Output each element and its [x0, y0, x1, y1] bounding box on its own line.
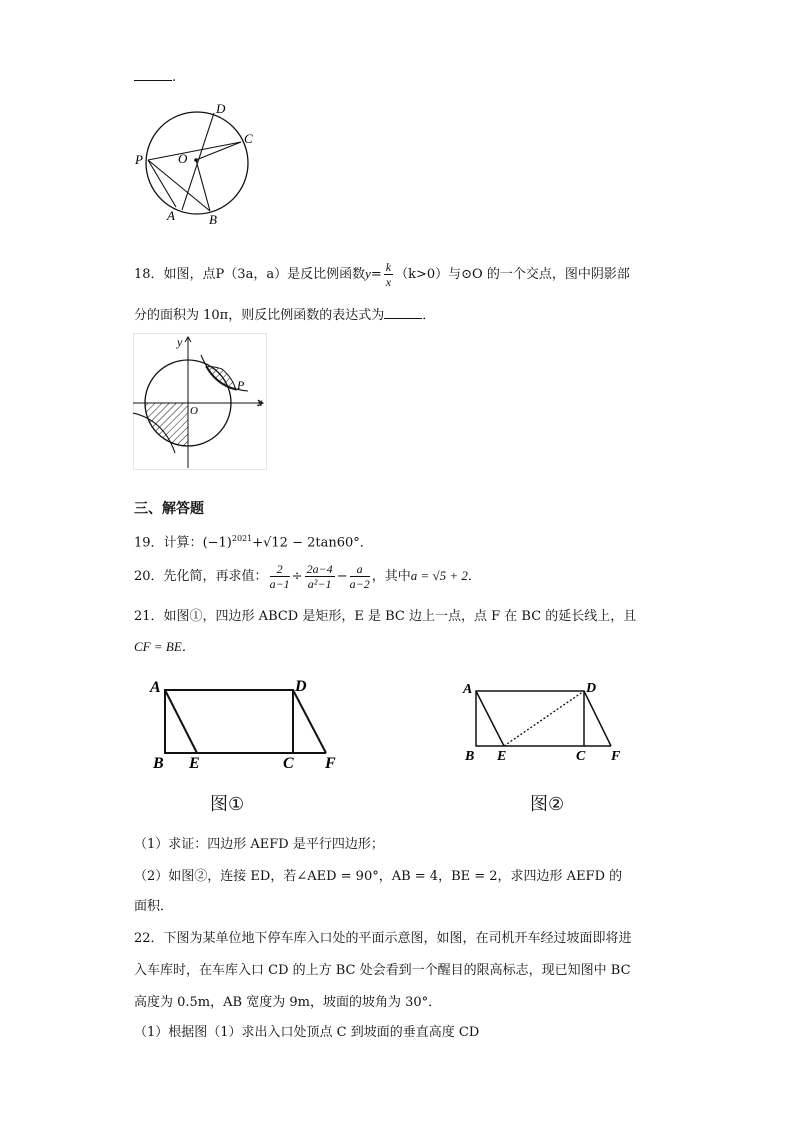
figure-border: [134, 334, 267, 470]
inverse-function-circle-figure: [133, 333, 267, 470]
label-a: A: [167, 208, 175, 223]
rectangle-abcd: [165, 690, 293, 753]
q22-line3: 高度为 0.5m，AB 宽度为 9m，坡面的坡角为 30°．: [134, 995, 442, 1010]
blank-line: [134, 68, 172, 81]
q18-line1: 18．如图，点P（3a，a）是反比例函数y= $\frac{k}{x}$ （k>0）与⊙O 的一个交点，图中阴影部: [134, 260, 630, 289]
q21-line1: 21．如图①，四边形 ABCD 是矩形，E 是 BC 边上一点，点 F 在 BC 的延长线上，且: [134, 609, 637, 624]
label-p: P: [135, 152, 143, 167]
label-f: F: [611, 749, 621, 764]
label-d: D: [586, 681, 597, 696]
segment-oc: [196, 142, 241, 160]
chord-pb: [148, 160, 210, 211]
label-b: B: [153, 755, 164, 772]
shaded-region: [206, 367, 236, 390]
section-heading: 三、解答题: [134, 501, 204, 517]
rectangle-abcd: [476, 691, 584, 746]
segment-ae: [165, 690, 197, 753]
label-b: B: [465, 749, 475, 764]
segment-ob: [196, 160, 210, 211]
rectangle-figure-1: [145, 672, 350, 774]
q22-line2: 入车库时，在车库入口 CD 的上方 BC 处会看到一个醒目的限高标志，现已知图中 BC: [134, 963, 631, 978]
q21-part2-line1: （2）如图②，连接 ED，若∠AED = 90°，AB = 4，BE = 2，求四边形 AEFD 的: [134, 869, 623, 884]
figure-2-caption: 图②: [530, 794, 565, 815]
q21-part1: （1）求证：四边形 AEFD 是平行四边形；: [134, 837, 384, 852]
q19-line: 19．计算：$(-1)^{2021}+√12 - 2\tan 60^\circ$．: [134, 534, 373, 551]
label-x: x: [257, 395, 263, 409]
label-e: E: [189, 755, 200, 772]
fraction-1: $\frac{2}{a-1}$: [269, 562, 290, 591]
label-d: D: [295, 678, 307, 695]
answer-blank-17: .: [134, 68, 176, 87]
chord-pc: [148, 142, 241, 160]
q18-line2: 分的面积为 10π，则反比例函数的表达式为 ．: [134, 308, 436, 323]
label-a: A: [463, 682, 473, 697]
q22-part1: （1）根据图（1）求出入口处顶点 C 到坡面的垂直高度 CD: [134, 1025, 480, 1040]
rectangle-figure-2: [460, 676, 640, 768]
fraction-2: $\frac{2a-4}{\text{a²−1}}$: [306, 562, 333, 591]
figure-1-caption: 图①: [210, 794, 245, 815]
label-c: C: [244, 131, 253, 146]
segment-df: [584, 691, 611, 746]
fraction-3: $\frac{a}{a-2}$: [349, 562, 370, 591]
fraction-k-over-x: $\frac{k}{x}$: [385, 260, 392, 289]
label-c: C: [283, 755, 294, 772]
label-d: D: [216, 101, 226, 116]
label-b: B: [209, 212, 217, 227]
label-o: O: [178, 151, 188, 166]
label-c: C: [576, 749, 586, 764]
label-a: A: [150, 679, 161, 696]
label-f: F: [325, 755, 336, 772]
q22-line1: 22．下图为某单位地下停车库入口处的平面示意图，如图，在司机开车经过坡面即将进: [134, 931, 632, 946]
blank-line: [384, 306, 422, 319]
dashed-segment-ed: [504, 691, 584, 746]
q21-line2: CF = BE．: [134, 639, 195, 654]
label-e: E: [497, 749, 507, 764]
label-y: y: [177, 335, 183, 349]
q20-line: 20．先化简，再求值： $\frac{2}{a-1}$ ÷ $\frac{2a-4}{\text{a²−1}}$ − $\frac{a}{a-2}$ ，其中a = √5 + 2．: [134, 562, 481, 591]
segment-ae: [476, 691, 504, 746]
label-o: O: [190, 405, 198, 417]
q21-part2-line2: 面积．: [134, 899, 174, 914]
segment-df: [293, 690, 326, 753]
label-p: P: [237, 378, 245, 392]
center-point: [194, 158, 198, 162]
circle-chord-figure: [128, 100, 268, 230]
